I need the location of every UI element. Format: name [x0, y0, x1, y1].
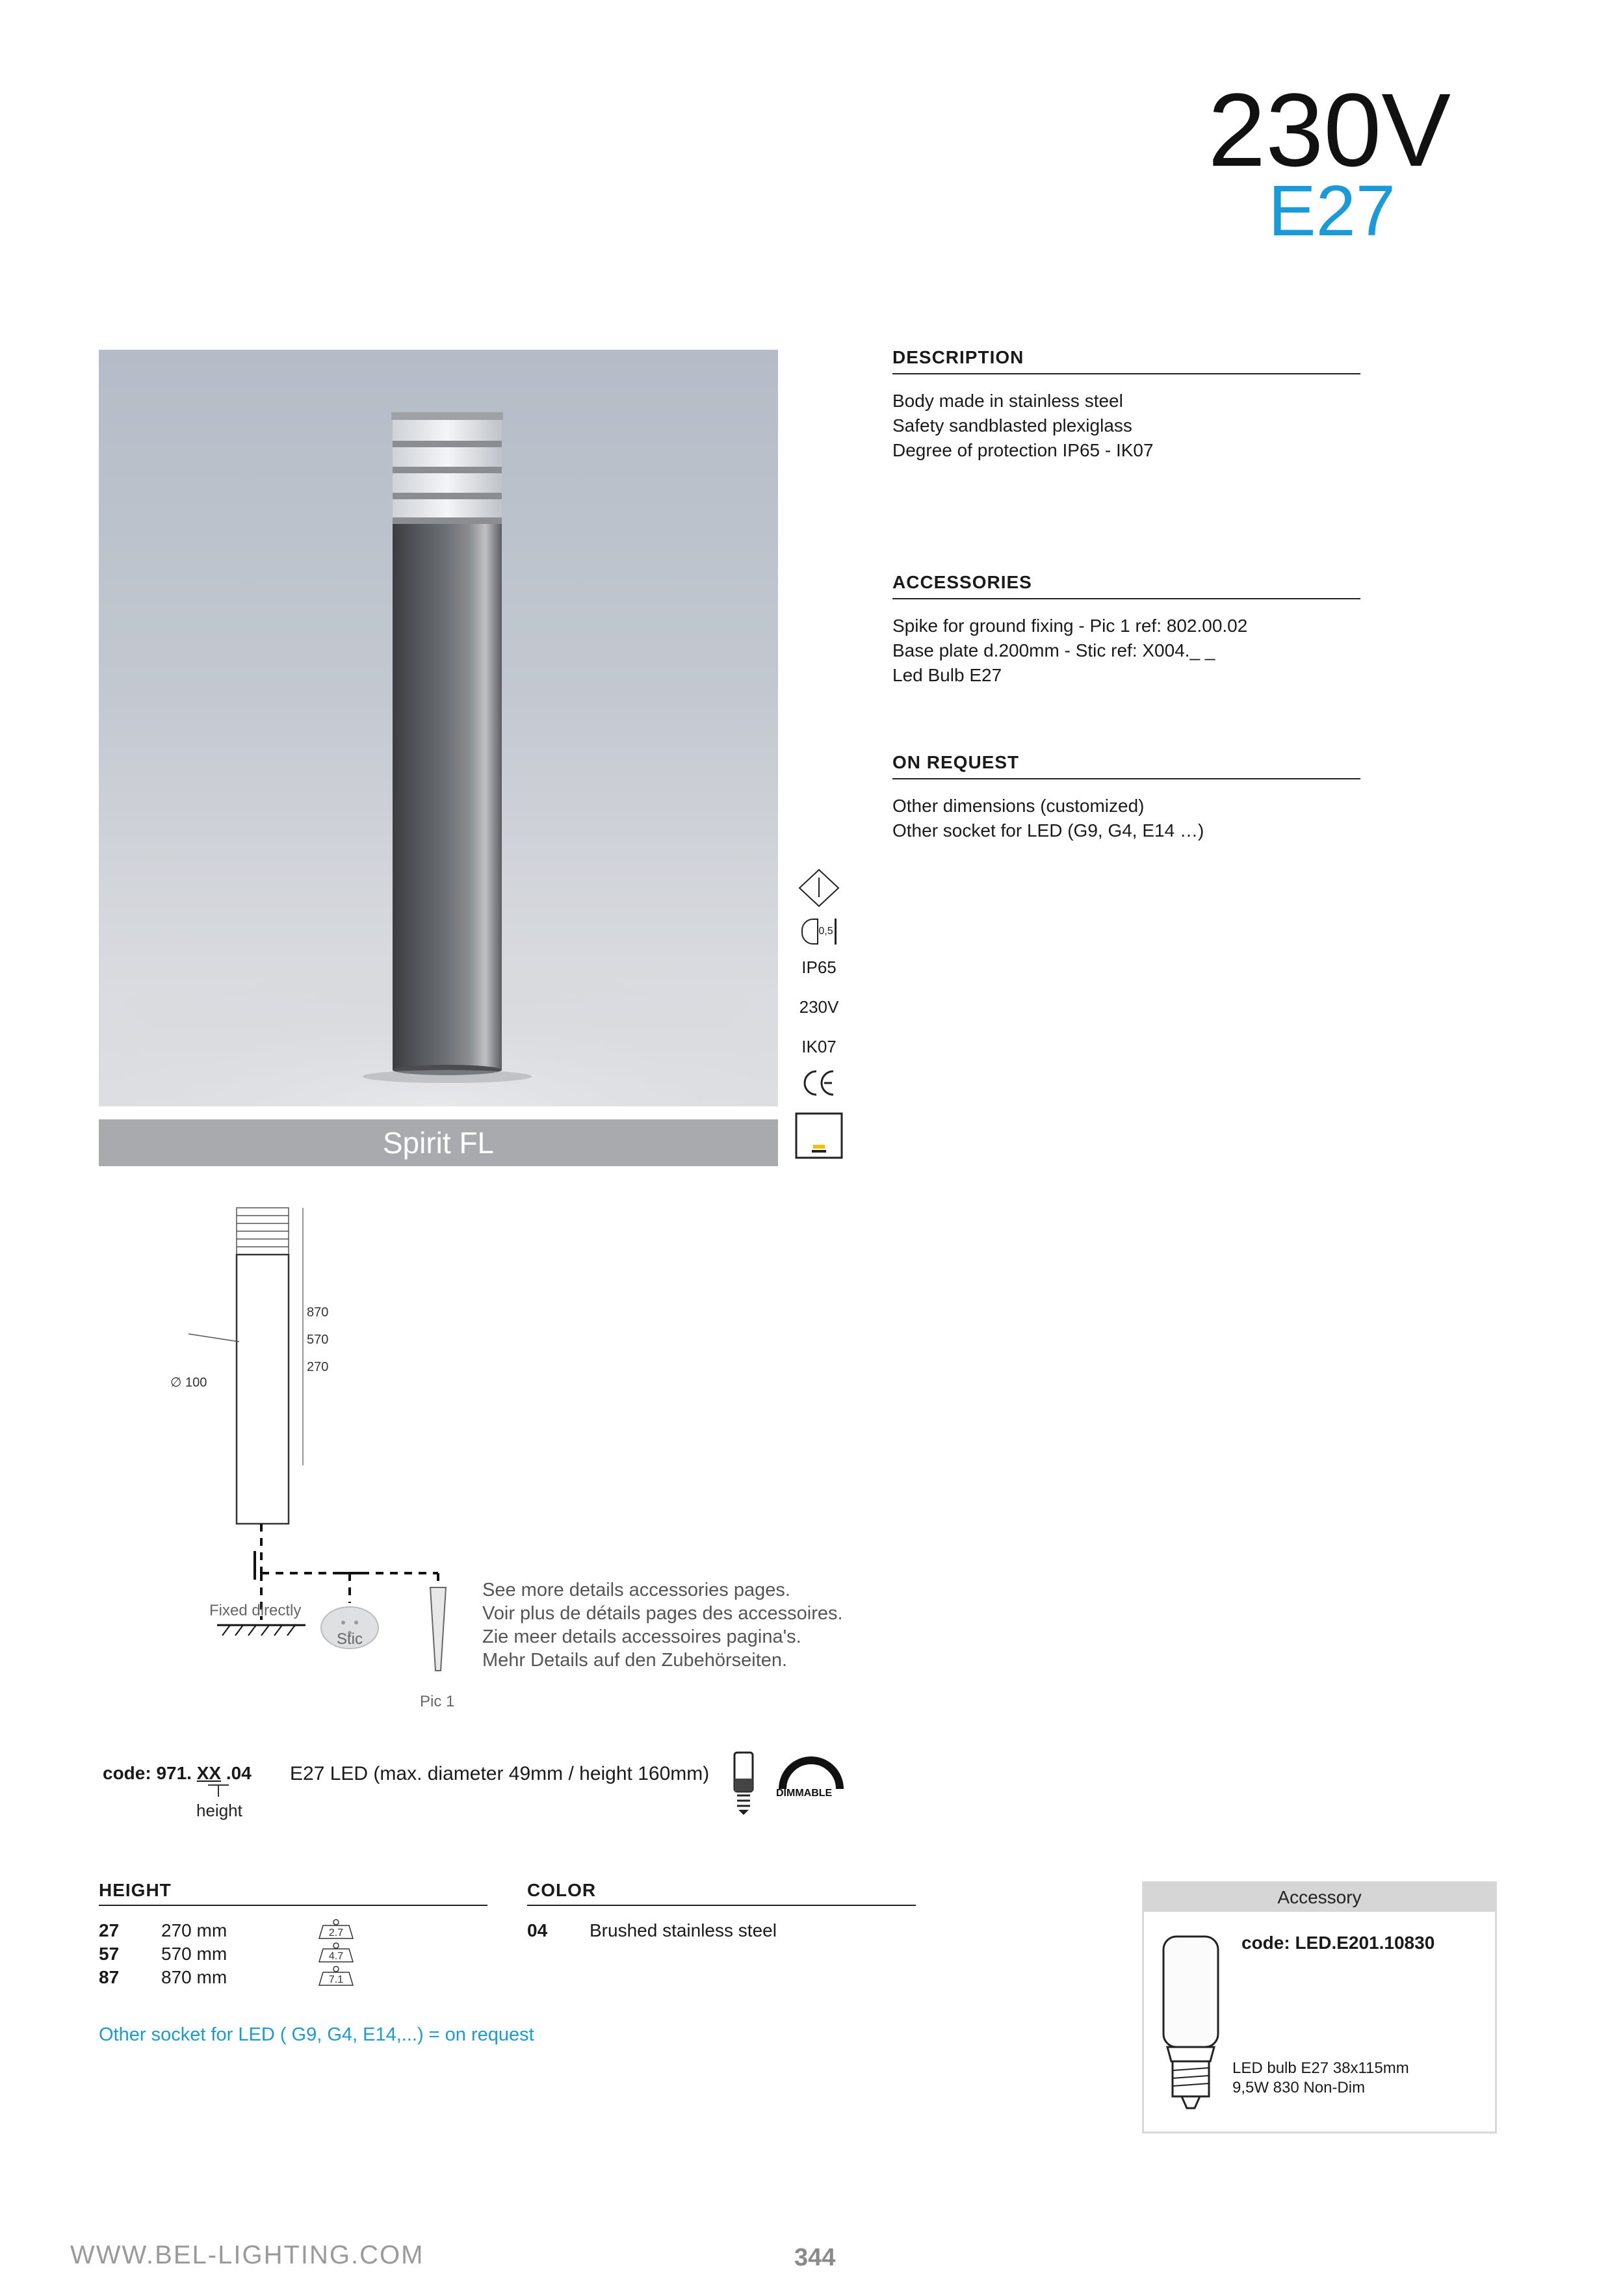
product-photo	[99, 350, 778, 1106]
weight-value: 7.1	[328, 1974, 344, 1985]
description-section	[892, 347, 1360, 463]
weight-value: 2.7	[328, 1927, 344, 1938]
accessory-code: code: LED.E201.10830	[1241, 1933, 1435, 1953]
product-name-bar: Spirit FL	[99, 1119, 778, 1166]
note-line-de: Mehr Details auf den Zubehörseiten.	[482, 1650, 788, 1671]
color-table-title: COLOR	[527, 1880, 916, 1906]
dimmable-label: DIMMABLE	[776, 1788, 833, 1799]
height-code-label: height	[196, 1801, 242, 1820]
bollard-illustration	[99, 350, 778, 1106]
request-note: Other socket for LED ( G9, G4, E14,...) = on request	[99, 2024, 534, 2045]
height-code: 27	[99, 1920, 120, 1940]
code-pointer-icon	[207, 1784, 230, 1798]
voltage-rating: 230V	[799, 997, 839, 1017]
led-bulb-image	[1158, 1934, 1223, 2113]
height-570: 570	[307, 1333, 329, 1347]
height-code: 57	[99, 1944, 120, 1964]
accessory-desc-line: 9,5W 830 Non-Dim	[1232, 2079, 1366, 2096]
ik-rating: IK07	[801, 1037, 837, 1056]
symbol-column	[780, 868, 858, 1164]
code-xx: XX	[196, 1763, 222, 1783]
on-request-title: ON REQUEST	[892, 752, 1360, 779]
note-line-en: See more details accessories pages.	[482, 1580, 790, 1600]
accessory-box-header: Accessory	[1144, 1883, 1495, 1912]
on-request-line: Other dimensions (customized)	[892, 796, 1145, 816]
color-table	[527, 1880, 916, 1944]
on-request-section	[892, 752, 1360, 843]
code-suffix: .04	[226, 1763, 252, 1783]
voltage-heading: 230V	[1208, 72, 1451, 188]
note-line-nl: Zie meer details accessoires pagina's.	[482, 1626, 801, 1647]
socket-heading: E27	[1268, 171, 1396, 251]
diameter-label: ∅ 100	[170, 1376, 207, 1390]
description-title: DESCRIPTION	[892, 347, 1360, 374]
on-request-line: Other socket for LED (G9, G4, E14 …)	[892, 820, 1204, 841]
weight-icon	[317, 1966, 356, 1988]
weight-icon	[317, 1942, 356, 1964]
description-line: Body made in stainless steel	[892, 391, 1123, 411]
height-table-title: HEIGHT	[99, 1880, 487, 1906]
height-row	[99, 1920, 487, 1944]
note-line-fr: Voir plus de détails pages des accessoires.	[482, 1603, 843, 1624]
accessories-line: Spike for ground fixing - Pic 1 ref: 802.00.02	[892, 616, 1248, 636]
accessories-line: Led Bulb E27	[892, 665, 1002, 685]
accessories-title: ACCESSORIES	[892, 572, 1360, 599]
fixed-directly-label: Fixed directly	[209, 1602, 302, 1619]
accessories-line: Base plate d.200mm - Stic ref: X004._ _	[892, 640, 1215, 660]
accessories-section	[892, 572, 1360, 688]
height-value: 870 mm	[161, 1967, 227, 1987]
weight-icon	[317, 1919, 356, 1941]
height-row	[99, 1967, 487, 1990]
height-row	[99, 1944, 487, 1967]
code-description: E27 LED (max. diameter 49mm / height 160mm)	[290, 1763, 710, 1784]
height-code: 87	[99, 1967, 120, 1987]
dimmable-icon	[773, 1751, 845, 1790]
dimmable-badge	[773, 1751, 845, 1803]
color-value: Brushed stainless steel	[590, 1920, 777, 1940]
height-value: 270 mm	[161, 1920, 227, 1940]
distance-value: 0,5	[818, 926, 833, 937]
bulb-icon	[731, 1751, 757, 1816]
color-row	[527, 1920, 916, 1944]
class-insulation-icon	[798, 868, 840, 907]
ce-mark-icon	[801, 1067, 837, 1099]
stic-label: Stic	[337, 1630, 363, 1648]
accessories-note	[482, 1578, 843, 1672]
accessory-box	[1142, 1881, 1497, 2133]
footer-url[interactable]: WWW.BEL-LIGHTING.COM	[70, 2241, 424, 2269]
accessory-desc-line: LED bulb E27 38x115mm	[1232, 2059, 1409, 2077]
led-lamp-icon	[795, 1112, 843, 1159]
height-870: 870	[307, 1305, 329, 1320]
pic1-label: Pic 1	[420, 1693, 455, 1710]
code-prefix: code: 971.	[103, 1763, 192, 1783]
product-code	[103, 1763, 252, 1784]
description-line: Safety sandblasted plexiglass	[892, 415, 1132, 436]
color-code: 04	[527, 1920, 548, 1940]
height-270: 270	[307, 1360, 329, 1374]
accessory-desc	[1232, 2059, 1409, 2098]
page-number: 344	[794, 2244, 836, 2271]
ip-rating: IP65	[801, 958, 837, 977]
distance-icon	[780, 919, 858, 945]
height-table	[99, 1880, 487, 1990]
height-value: 570 mm	[161, 1944, 227, 1964]
weight-value: 4.7	[328, 1951, 344, 1962]
description-line: Degree of protection IP65 - IK07	[892, 440, 1154, 460]
